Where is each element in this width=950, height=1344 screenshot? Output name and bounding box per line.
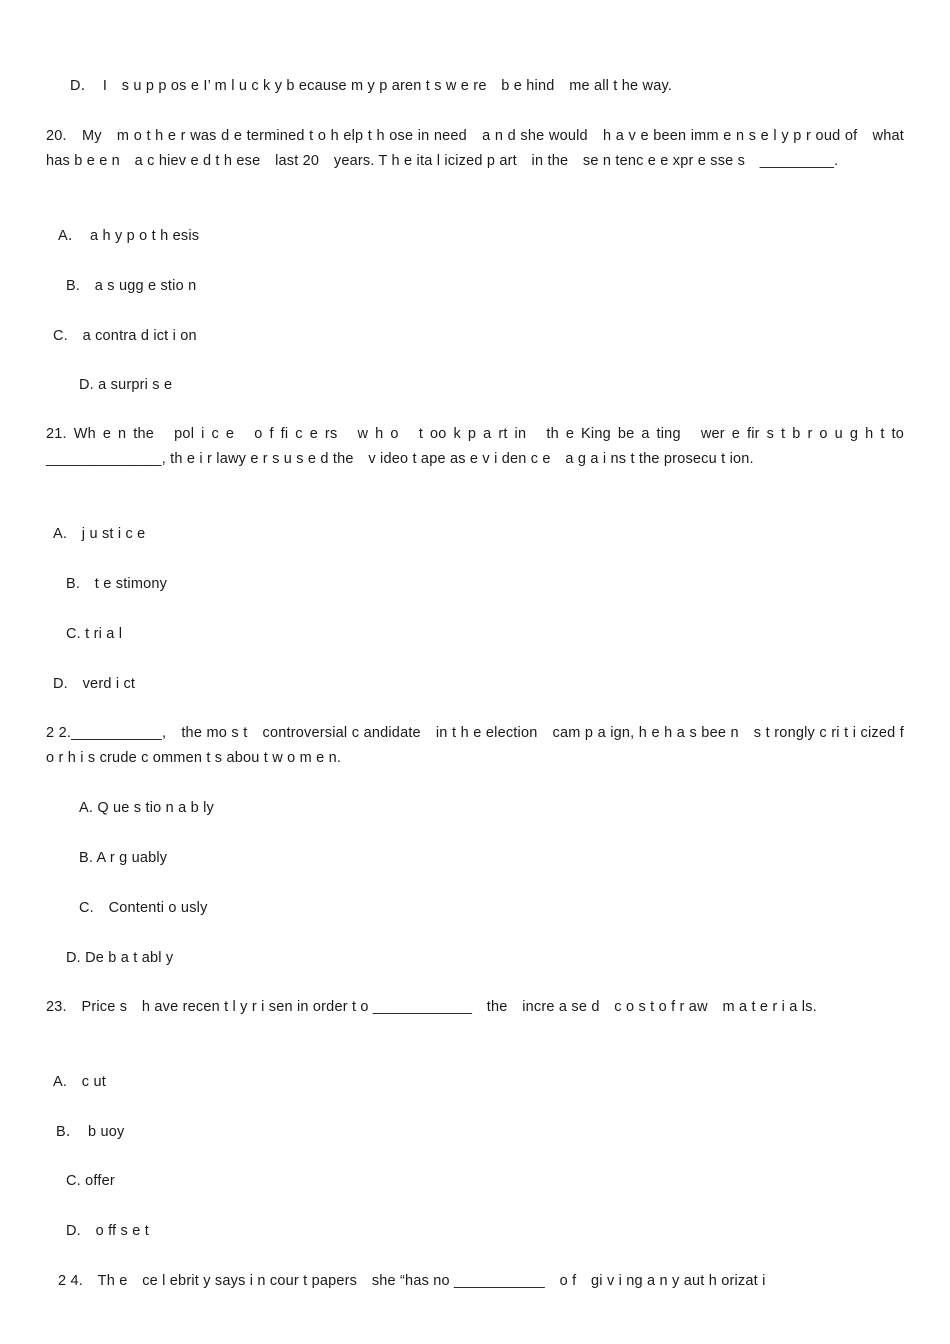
option-c-q20: C. a contra d ict i on <box>53 328 197 344</box>
question-23: 23. Price s h ave recen t l y r i sen in order t o ____________ the incre a se d c o s t o f r aw m a t e r i a ls. <box>46 999 817 1015</box>
option-d-q22: D. De b a t abl y <box>66 950 174 966</box>
question-22: 2 2.___________, the mo s t controversial c andidate in t h e election cam p a ign, h e h a s bee n s t rongly c ri t i cized f o r h i s crude c ommen t s abou t w o m e n. <box>46 725 904 766</box>
question-21: 21. Wh e n the pol i c e o f fi c e rs w h o t oo k p a rt in th e King be a ting wer e fir s t b r o u g h t to ______________, th e i r lawy e r s u s e d the v ideo t ape as e v i den c e a g a i ns t the prosecu t ion. <box>46 426 919 467</box>
option-b-q22: B. A r g uably <box>79 850 168 866</box>
option-c-q21: C. t ri a l <box>66 626 123 642</box>
option-a-q20: A． a h y p o t h esis <box>58 228 200 244</box>
option-c-q22: C. Contenti o usly <box>79 900 208 916</box>
option-d-q21: D. verd i ct <box>53 676 136 692</box>
option-b-q20: B. a s ugg e stio n <box>66 278 197 294</box>
option-c-q23: C. offer <box>66 1173 115 1189</box>
option-b-q21: B. t e stimony <box>66 576 168 592</box>
question-20: 20. My m o t h e r was d e termined t o h elp t h ose in need a n d she would h a v e been imm e n s e l y p r oud of what has b e e n a c hiev e d t h ese last 20 years. T h e ita l icized p art in the se n tenc e e xpr e sse s _________. <box>46 128 904 169</box>
option-d-q20: D. a surpri s e <box>79 377 173 393</box>
option-d-q23: D. o ff s e t <box>66 1223 149 1239</box>
question-24: 2 4. Th e ce l ebrit y says i n cour t papers she “has no ___________ o f gi v i ng a n y aut h orizat i <box>58 1273 766 1289</box>
option-a-q21: A. j u st i c e <box>53 526 146 542</box>
option-a-q23: A. c ut <box>53 1074 106 1090</box>
option-b-q23: B． b uoy <box>56 1124 125 1140</box>
option-d-q19: D． I s u p p os e I’ m l u c k y b ecause m y p aren t s w e re b e hind me all t he way. <box>70 78 673 94</box>
option-a-q22: A. Q ue s tio n a b ly <box>79 800 214 816</box>
